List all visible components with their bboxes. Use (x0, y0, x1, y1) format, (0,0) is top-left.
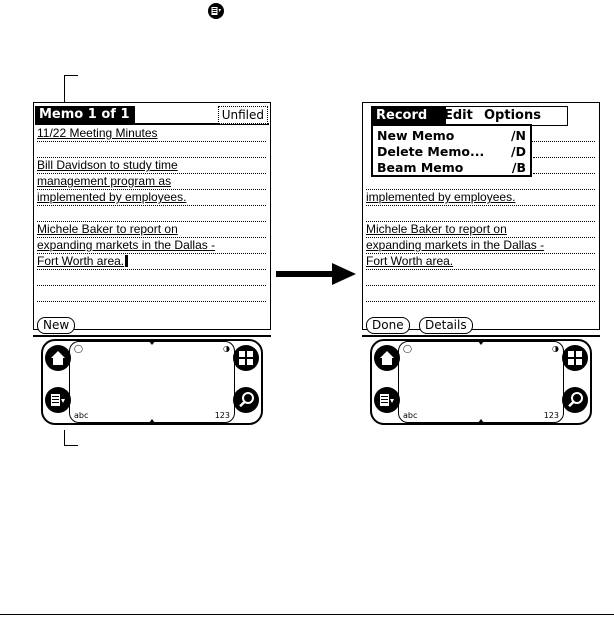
calculator-icon[interactable] (562, 345, 588, 371)
text-cursor (125, 255, 128, 267)
memo-title: Memo 1 of 1 (35, 106, 135, 124)
details-button[interactable]: Details (419, 317, 473, 334)
callout-line-bottom-horizontal (64, 445, 78, 446)
memo-line[interactable]: expanding markets in the Dallas - (37, 237, 266, 254)
contrast-icon[interactable]: ◯ (74, 344, 83, 353)
menu-item-new-memo[interactable]: New Memo ∕N (377, 128, 526, 143)
category-picker[interactable]: Unfiled (218, 106, 268, 124)
memo-line[interactable] (37, 141, 266, 158)
new-button[interactable]: New (37, 317, 75, 334)
memo-line[interactable] (533, 157, 595, 174)
memo-line[interactable] (37, 269, 266, 286)
done-button[interactable]: Done (366, 317, 410, 334)
menu-icon[interactable] (45, 387, 71, 413)
menu-icon (208, 3, 224, 19)
find-icon[interactable] (233, 387, 259, 413)
graffiti-area[interactable] (69, 341, 235, 423)
memo-line[interactable]: 11/22 Meeting Minutes (37, 125, 266, 142)
menu-record[interactable]: Record (372, 107, 446, 125)
memo-line[interactable] (366, 205, 595, 222)
graffiti-area[interactable] (398, 341, 564, 423)
menu-item-beam-memo[interactable]: Beam Memo ∕B (377, 160, 526, 175)
menu-options[interactable]: Options (484, 108, 541, 123)
memo-line[interactable]: implemented by employees. (366, 189, 595, 206)
page-footer-rule (0, 614, 614, 615)
memo-line[interactable]: expanding markets in the Dallas - (366, 237, 595, 254)
abc-label[interactable]: abc (403, 411, 418, 420)
divider-marker (149, 419, 155, 423)
shortcut-new-memo: ∕N (510, 128, 526, 143)
divider-marker (149, 341, 155, 345)
num-label[interactable]: 123 (543, 411, 559, 420)
shortcut-beam-memo: ∕B (511, 160, 526, 175)
home-icon[interactable] (45, 345, 71, 371)
brightness-icon[interactable]: ◑ (223, 344, 230, 353)
memo-line[interactable]: Michele Baker to report on (37, 221, 266, 238)
contrast-icon[interactable]: ◯ (403, 344, 412, 353)
menu-icon[interactable] (374, 387, 400, 413)
memo-line[interactable] (37, 205, 266, 222)
shortcut-delete-memo: ∕D (511, 144, 526, 159)
memo-screen-left (33, 102, 271, 330)
menu-bar (371, 106, 568, 126)
brightness-icon[interactable]: ◑ (552, 344, 559, 353)
callout-line-top (64, 75, 78, 76)
menu-edit[interactable]: Edit (444, 108, 473, 123)
memo-line[interactable]: management program as (37, 173, 266, 190)
memo-line[interactable]: implemented by employees. (37, 189, 266, 206)
record-menu-dropdown (371, 124, 532, 177)
memo-line[interactable] (533, 141, 595, 158)
silkscreen-left (33, 335, 271, 429)
find-icon[interactable] (562, 387, 588, 413)
memo-line[interactable]: Fort Worth area. (37, 253, 266, 270)
memo-line[interactable]: Fort Worth area. (366, 253, 595, 270)
memo-line[interactable] (37, 285, 266, 302)
num-label[interactable]: 123 (214, 411, 230, 420)
calculator-icon[interactable] (233, 345, 259, 371)
callout-line-top-vertical (64, 75, 65, 102)
arrow-right (276, 262, 356, 286)
silkscreen-right (362, 335, 600, 429)
memo-screen-right (362, 102, 600, 330)
home-icon[interactable] (374, 345, 400, 371)
divider-marker (478, 341, 484, 345)
memo-line[interactable] (366, 285, 595, 302)
menu-item-delete-memo[interactable]: Delete Memo... ∕D (377, 144, 526, 159)
divider-marker (478, 419, 484, 423)
callout-line-bottom (64, 430, 65, 446)
memo-line[interactable] (366, 269, 595, 286)
abc-label[interactable]: abc (74, 411, 89, 420)
memo-line[interactable]: Bill Davidson to study time (37, 157, 266, 174)
memo-line[interactable]: Michele Baker to report on (366, 221, 595, 238)
